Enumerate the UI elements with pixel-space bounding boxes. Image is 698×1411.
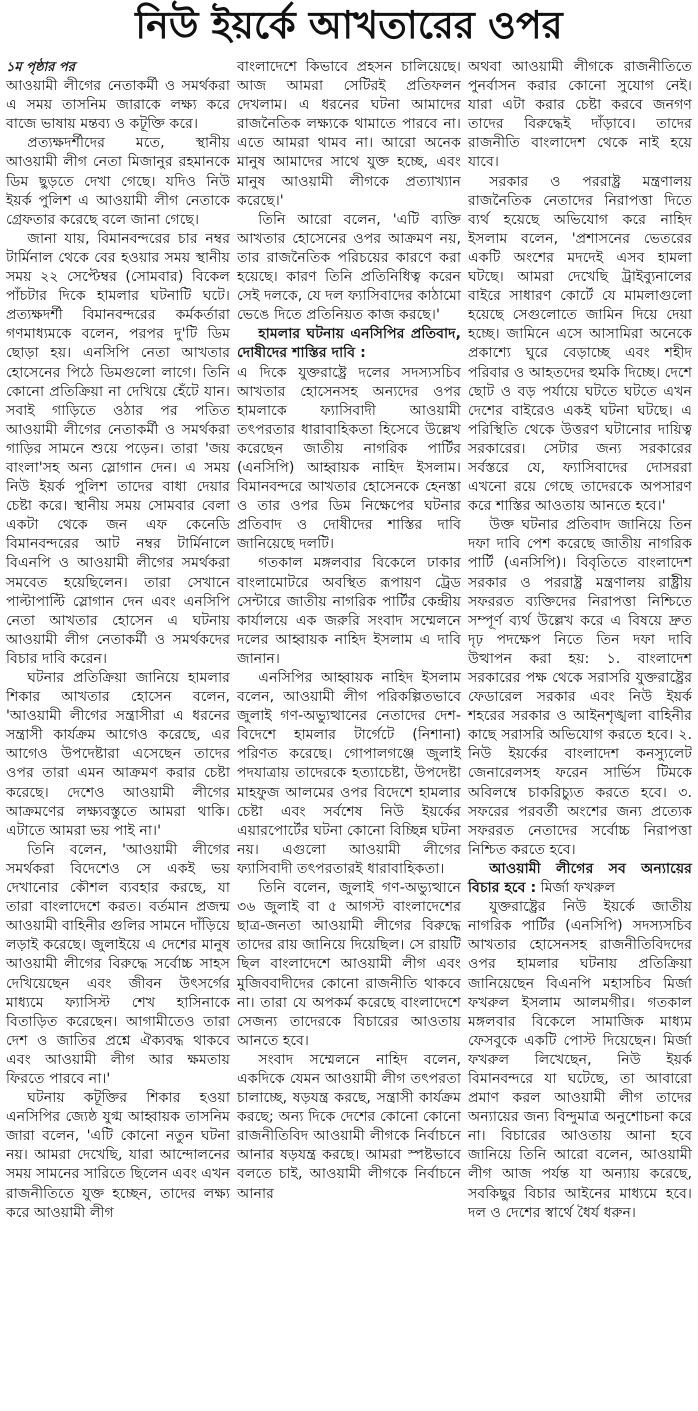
paragraph: আওয়ামী লীগের নেতাকর্মী ও সমর্থকরা এ সময় তাসনিম জারাকে লক্ষ্য করে বাজে ভাষায় মন্তব্য ও কটূক্তি করে।: [6, 78, 230, 133]
article-column-1: [6, 58, 230, 1223]
paragraph: অথবা আওয়ামী লীগকে রাজনীতিতে পুনর্বাসন করার কোনো সুযোগ নেই। যারা এটা করার চেষ্টা করবে জনগণ তাদের বিরুদ্ধেই দাঁড়াবে। তাদের রাজনীতি বাংলাদেশ থেকে নাই হয়ে যাবে।: [468, 59, 692, 171]
subheading: [468, 860, 692, 898]
subheading-title: আওয়ামী লীগের সব অন্যায়ের বিচার হবে :: [468, 860, 692, 897]
paragraph: সরকার ও পররাষ্ট্র মন্ত্রণালয় রাজনৈতিক নেতাদের নিরাপত্তা দিতে ব্যর্থ হয়েছে অভিযোগ করে নাহিদ ইসলাম বলেন, 'প্রশাসনের ভেতরের একটি অংশের মদদেই এসব হামলা ঘটছে। আমরা দেখেছি ট্রাইব্যুনালের বাইরে সাধারণ কোর্টে যে মামলাগুলো হয়েছে সেগুলোতে জামিন দিয়ে দেয়া হচ্ছে। জামিনে এসে আসামিরা অনেকে প্রকাশ্যে ঘুরে বেড়াচ্ছে এবং শহীদ পরিবার ও আহতদের হুমকি দিচ্ছে। দেশে ছোট ও বড় পর্যায়ে ঘটতে ঘটতে এখন দেশের বাইরেও একই ঘটনা ঘটছে। এ পরিস্থিতি থেকে উত্তরণ ঘটানোর দায়িত্ব সরকারের। সেটার জন্য সরকারের সর্বস্তরে যে, ফ্যাসিবাদের দোসররা এখনো রয়ে গেছে তাদেরকে অপসারণ করে শাস্তির আওতায় আনতে হবে।': [468, 173, 692, 515]
paragraph: যুক্তরাষ্ট্রের নিউ ইয়র্কে জাতীয় নাগরিক পার্টির (এনসিপি) সদস্যসচিব আখতার হোসেনসহ রাজনীতিবিদদের ওপর হামলার ঘটনায় প্রতিক্রিয়া জানিয়েছেন বিএনপি মহাসচিব মির্জা ফখরুল ইসলাম আলমগীর। গতকাল মঙ্গলবার বিকেলে সামাজিক মাধ্যম ফেসবুকে একটি পোস্ট দিয়েছেন। মির্জা ফখরুল লিখেছেন, নিউ ইয়র্ক বিমানবন্দরে যা ঘটেছে, তা আবারো প্রমাণ করল আওয়ামী লীগ তাদের অন্যায়ের জন্য বিন্দুমাত্র অনুশোচনা করে না। বিচারের আওতায় আনা হবে জানিয়ে তিনি আরো বলেন, আওয়ামী লীগ আজ পর্যন্ত যা অন্যায় করেছে, সবকিছুর বিচার আইনের মাধ্যমে হবে। দল ও দেশের স্বার্থে ধৈর্য ধরুন।: [468, 899, 692, 1221]
paragraph: এনসিপির আহ্বায়ক নাহিদ ইসলাম বলেন, আওয়ামী লীগ পরিকল্পিতভাবে জুলাই গণ-অভ্যুত্থানের নেতাদের দেশ-বিদেশে হামলার টার্গেটে (নিশানা) পরিণত করেছে। গোপালগঞ্জে জুলাই পদযাত্রায় তাদেরকে হত্যাচেষ্টা, উপদেষ্টা মাহফুজ আলমের ওপর বিদেশে হামলার চেষ্টা এবং সর্বশেষ নিউ ইয়র্কের এয়ারপোর্টের ঘটনা কোনো বিচ্ছিন্ন ঘটনা নয়। এগুলো আওয়ামী লীগের ফ্যাসিবাদী তৎপরতারই ধারাবাহিকতা।: [237, 670, 461, 877]
paragraph: প্রত্যক্ষদর্শীদের মতে, স্থানীয় আওয়ামী লীগ নেতা মিজানুর রহমানকে ডিম ছুড়তে দেখা গেছে। যদিও নিউ ইয়র্ক পুলিশ এ আওয়ামী লীগ নেতাকে গ্রেফতার করেছে বলে জানা গেছে।: [6, 135, 230, 228]
article-column-3: [468, 58, 692, 1223]
paragraph: গতকাল মঙ্গলবার বিকেলে ঢাকার বাংলামোটরে অবস্থিত রূপায়ণ ট্রেড সেন্টারে জাতীয় নাগরিক পার্টির কেন্দ্রীয় কার্যালয়ে এক জরুরি সংবাদ সম্মেলনে দলের আহ্বায়ক নাহিদ ইসলাম এ দাবি জানান।: [237, 555, 461, 667]
paragraph: উক্ত ঘটনার প্রতিবাদ জানিয়ে তিন দফা দাবি পেশ করেছে জাতীয় নাগরিক পার্টি (এনসিপি)। বিবৃতিতে বাংলাদেশ সরকার ও পররাষ্ট্র মন্ত্রণালয় রাষ্ট্রীয় সফররত ব্যক্তিদের নিরাপত্তা নিশ্চিতে সম্পূর্ণ ব্যর্থ উল্লেখ করে এ বিষয়ে দ্রুত দৃঢ় পদক্ষেপ নিতে তিন দফা দাবি উত্থাপন করা হয়: ১. বাংলাদেশ সরকারের পক্ষ থেকে সরাসরি যুক্তরাষ্ট্রের ফেডারেল সরকার এবং নিউ ইয়র্ক শহরের সরকার ও আইনশৃঙ্খলা বাহিনীর কাছে সরাসরি অভিযোগ করতে হবে। ২. নিউ ইয়র্কের বাংলাদেশ কনস্যুলেট জেনারেলসহ ফরেন সার্ভিস টিমকে অবিলম্বে চাকরিচ্যুত করতে হবে। ৩. সফরের পরবর্তী অংশের জন্য প্রত্যেক সফররত নেতাদের সর্বোচ্চ নিরাপত্তা নিশ্চিত করতে হবে।: [468, 517, 692, 858]
paragraph: জানা যায়, বিমানবন্দরের চার নম্বর টার্মিনাল থেকে বের হওয়ার সময় স্থানীয় সময় ২২ সেপ্টেম্বর (সোমবার) বিকেল পাঁচটার দিকে হামলার ঘটনাটি ঘটে। প্রত্যক্ষদর্শী বিমানবন্দরের কর্মকর্তারা গণমাধ্যমকে বলেন, পরপর দু'টি ডিম ছোড়া হয়। এনসিপি নেতা আখতার হোসেনের পিঠে ডিমগুলো লাগে। তিনি কোনো প্রতিক্রিয়া না দেখিয়ে হেঁটে যান। সবাই গাড়িতে ওঠার পর পতিত আওয়ামী লীগের নেতাকর্মী ও সমর্থকরা গাড়ির সামনে শুয়ে পড়েন। তারা 'জয় বাংলা'সহ অন্য স্লোগান দেন। এ সময় নিউ ইয়র্ক পুলিশ তাদের বাধা দেয়ার চেষ্টা করে। স্থানীয় সময় সোমবার বেলা একটা থেকে জন এফ কেনেডি বিমানবন্দরের আট নম্বর টার্মিনালে বিএনপি ও আওয়ামী লীগের সমর্থকরা সমবেত হয়েছিলেন। তারা সেখানে পাল্টাপাল্টি স্লোগান দেন এবং এনসিপি নেতা আখতার হোসেন এ ঘটনায় আওয়ামী লীগ নেতাকর্মী ও সমর্থকদের বিচার দাবি করেন।: [6, 230, 230, 667]
paragraph: তিনি বলেন, 'আওয়ামী লীগের সমর্থকরা বিদেশেও সে একই ভয় দেখানোর কৌশল ব্যবহার করছে, যা তারা বাংলাদেশে করত। বর্তমান প্রজন্ম আওয়ামী বাহিনীর গুলির সামনে দাঁড়িয়ে লড়াই করেছে। জুলাইয়ে এ দেশের মানুষ আওয়ামী লীগের বিরুদ্ধে সর্বোচ্চ সাহস দেখিয়েছেন এবং জীবন উৎসর্গের মাধ্যমে ফ্যাসিস্ট শেখ হাসিনাকে বিতাড়িত করেছেন। আগামীতেও তারা দেশ ও জাতির প্রশ্নে ঐক্যবদ্ধ থাকবে এবং আওয়ামী লীগ আর ক্ষমতায় ফিরতে পারবে না।': [6, 841, 230, 1087]
continuation-kicker: ১ম পৃষ্ঠার পর: [6, 60, 75, 75]
paragraph: ঘটনায় কটূক্তির শিকার হওয়া এনসিপির জ্যেষ্ঠ যুগ্ম আহ্বায়ক তাসনিম জারা বলেন, 'এটি কোনো নতুন ঘটনা নয়। আমরা দেখেছি, যারা আন্দোলনের সময় সামনের সারিতে ছিলেন এবং এখন রাজনীতিতে যুক্ত হচ্ছেন, তাদের লক্ষ্য করে আওয়ামী লীগ: [6, 1090, 230, 1221]
article-column-2: [237, 58, 461, 1204]
paragraph: এ দিকে যুক্তরাষ্ট্রে দলের সদস্যসচিব আখতার হোসেনসহ অন্যদের ওপর হামলাকে ফ্যাসিবাদী আওয়ামী তৎপরতার ধারাবাহিকতা হিসেবে উল্লেখ করেছেন জাতীয় নাগরিক পার্টির (এনসিপি) আহ্বায়ক নাহিদ ইসলাম। বিমানবন্দরে আখতার হোসেনকে হেনস্তা ও তার ওপর ডিম নিক্ষেপের ঘটনার প্রতিবাদ ও দোষীদের শাস্তির দাবি জানিয়েছে দলটি।: [237, 364, 461, 553]
paragraph: বাংলাদেশে কিভাবে প্রহসন চালিয়েছে। আজ আমরা সেটিরই প্রতিফলন দেখলাম। এ ধরনের ঘটনা আমাদের রাজনৈতিক লক্ষ্যকে থামাতে পারবে না। এতে আমরা থামব না। আরো অনেক মানুষ আমাদের সাথে যুক্ত হচ্ছে, এবং মানুষ আওয়ামী লীগকে প্রত্যাখ্যান করেছে।': [237, 59, 461, 209]
paragraph: তিনি আরো বলেন, 'এটি ব্যক্তি আখতার হোসেনের ওপর আক্রমণ নয়, তার রাজনৈতিক পরিচয়ের কারণে করা হয়েছে। কারণ তিনি প্রতিনিধিত্ব করেন সেই দলকে, যে দল ফ্যাসিবাদের কাঠামো ভেঙে দিতে প্রতিনিয়ত কাজ করছে।': [237, 211, 461, 324]
paragraph: তিনি বলেন, জুলাই গণ-অভ্যুত্থানে ৩৬ জুলাই বা ৫ আগস্ট বাংলাদেশের ছাত্র-জনতা আওয়ামী লীগের বিরুদ্ধে তাদের রায় জানিয়ে দিয়েছিল। সে রায়টি ছিল বাংলাদেশে আওয়ামী লীগ এবং মুজিববাদীদের কোনো রাজনীতি থাকবে না। তারা যে অপকর্ম করেছে বাংলাদেশে সেজন্য তাদেরকে বিচারের আওতায় আনতে হবে।: [237, 880, 461, 1049]
paragraph: সংবাদ সম্মেলনে নাহিদ বলেন, একদিকে যেমন আওয়ামী লীগ তৎপরতা চালাচ্ছে, ষড়যন্ত্র করছে, সন্ত্রাসী কার্যক্রম করছে; অন্য দিকে দেশের কোনো কোনো রাজনীতিবিদ আওয়ামী লীগকে নির্বাচনে আনার ষড়যন্ত্র করছে। আমরা স্পষ্টভাবে বলতে চাই, আওয়ামী লীগকে নির্বাচনে আনার: [237, 1051, 461, 1202]
headline: নিউ ইয়র্কে আখতারের ওপর: [135, 3, 563, 47]
paragraph: ঘটনার প্রতিক্রিয়া জানিয়ে হামলার শিকার আখতার হোসেন বলেন, 'আওয়ামী লীগের সন্ত্রাসীরা এ ধরনের সন্ত্রাসী কার্যক্রম আগেও করেছে, এর আগেও উপদেষ্টারা এসেছেন তাদের ওপর তারা এমন আক্রমণ করার চেষ্টা করেছে। দেশেও আওয়ামী লীগের আক্রমণের লক্ষ্যবস্তুতে আমরা থাকি। এটাতে আমরা ভয় পাই না।': [6, 670, 230, 839]
subheading: হামলার ঘটনায় এনসিপির প্রতিবাদ, দোষীদের শাস্তির দাবি :: [237, 326, 461, 362]
subheading-byline: মির্জা ফখরুল: [540, 880, 616, 897]
